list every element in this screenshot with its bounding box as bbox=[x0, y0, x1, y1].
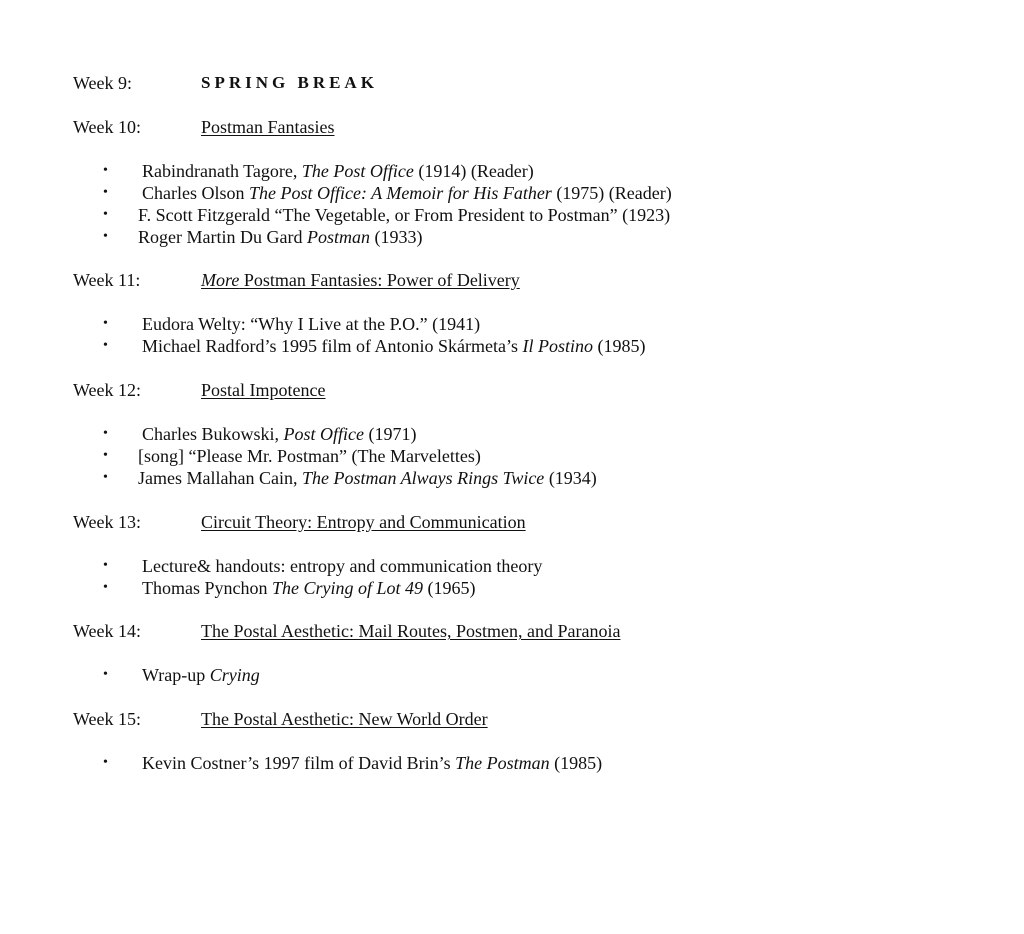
bullet-icon: • bbox=[103, 667, 108, 682]
bullet-icon: • bbox=[103, 580, 108, 595]
reading-list bbox=[0, 160, 1024, 248]
bullet-icon: • bbox=[103, 229, 108, 244]
reading-list bbox=[0, 313, 1024, 357]
week-title: More Postman Fantasies: Power of Delivery bbox=[201, 270, 520, 290]
list-item: • Charles Olson The Post Office: A Memoir for His Father (1975) (Reader) bbox=[103, 183, 672, 203]
list-item: • Wrap-up Crying bbox=[103, 665, 260, 685]
week-title: The Postal Aesthetic: New World Order bbox=[201, 709, 488, 729]
list-item: • Thomas Pynchon The Crying of Lot 49 (1965) bbox=[103, 578, 476, 598]
bullet-icon: • bbox=[103, 558, 108, 573]
bullet-icon: • bbox=[103, 163, 108, 178]
week-label: Week 14: bbox=[73, 621, 142, 641]
bullet-icon: • bbox=[103, 448, 108, 463]
week-label: Week 15: bbox=[73, 709, 142, 729]
list-item: • Roger Martin Du Gard Postman (1933) bbox=[103, 227, 423, 247]
week-title: Circuit Theory: Entropy and Communication bbox=[201, 512, 526, 532]
reading-list bbox=[0, 423, 1024, 489]
reading-list bbox=[0, 664, 1024, 686]
list-item: • Michael Radford’s 1995 film of Antonio Skármeta’s Il Postino (1985) bbox=[103, 336, 646, 356]
week-title: The Postal Aesthetic: Mail Routes, Postmen, and Paranoia bbox=[201, 621, 621, 641]
bullet-icon: • bbox=[103, 426, 108, 441]
bullet-icon: • bbox=[103, 316, 108, 331]
list-item: • Kevin Costner’s 1997 film of David Brin’s The Postman (1985) bbox=[103, 753, 603, 773]
reading-list bbox=[0, 555, 1024, 599]
week-label: Week 13: bbox=[73, 512, 142, 532]
list-item: • Rabindranath Tagore, The Post Office (1914) (Reader) bbox=[103, 161, 534, 181]
week-label: Week 11: bbox=[73, 270, 141, 290]
bullet-icon: • bbox=[103, 207, 108, 222]
list-item: • Charles Bukowski, Post Office (1971) bbox=[103, 424, 417, 444]
bullet-icon: • bbox=[103, 470, 108, 485]
list-item: • Eudora Welty: “Why I Live at the P.O.” (1941) bbox=[103, 314, 481, 334]
list-item: • F. Scott Fitzgerald “The Vegetable, or From President to Postman” (1923) bbox=[103, 205, 671, 225]
week-label: Week 10: bbox=[73, 117, 142, 137]
bullet-icon: • bbox=[103, 338, 108, 353]
week-label: Week 9: bbox=[73, 73, 133, 93]
bullet-icon: • bbox=[103, 185, 108, 200]
reading-list bbox=[0, 752, 1024, 774]
bullet-icon: • bbox=[103, 755, 108, 770]
week-title: Postal Impotence bbox=[201, 380, 326, 400]
week-title: SPRING BREAK bbox=[201, 73, 378, 92]
list-item: • Lecture& handouts: entropy and communication theory bbox=[103, 556, 543, 576]
list-item: • [song] “Please Mr. Postman” (The Marvelettes) bbox=[103, 446, 481, 466]
list-item: • James Mallahan Cain, The Postman Always Rings Twice (1934) bbox=[103, 468, 597, 488]
week-label: Week 12: bbox=[73, 380, 142, 400]
week-title: Postman Fantasies bbox=[201, 117, 335, 137]
